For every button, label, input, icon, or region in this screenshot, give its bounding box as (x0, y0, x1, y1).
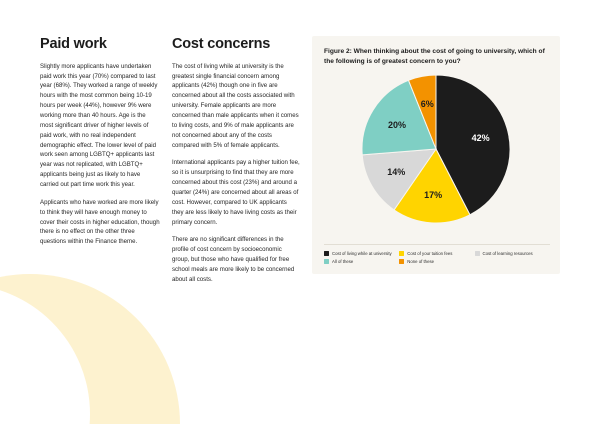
pie-chart-graphic (360, 73, 512, 225)
legend-label: Cost of living while at university (332, 250, 392, 256)
pie-svg (360, 73, 512, 225)
pie-slice-label: 6% (420, 99, 434, 110)
legend-swatch-icon (324, 259, 329, 264)
paragraph: There are no significant differences in the profile of cost concern by socioeconomic group, but those who have qualified for free school meals are more likely to be concerned about all costs. (172, 236, 295, 283)
pie-chart (312, 68, 560, 230)
paragraph: International applicants pay a higher tuition fee, so it is unsurprising to find that they are more concerned about this cost (23%) and around a quarter (24%) are concerned about all areas of cost. However, compared to UK applicants they are less likely to have living costs as their primary concern. (172, 159, 300, 226)
legend-swatch-icon (399, 251, 404, 256)
chart-legend (324, 244, 550, 264)
pie-slice-label: 20% (388, 119, 407, 130)
legend-label: None of these (407, 258, 435, 264)
legend-item (399, 251, 474, 256)
pie-slice-label: 42% (471, 133, 490, 144)
legend-item (324, 259, 399, 264)
pie-slice-label: 17% (424, 189, 443, 200)
section-heading-paid-work: Paid work (40, 36, 107, 52)
legend-swatch-icon (324, 251, 329, 256)
pie-slice-label: 14% (387, 167, 406, 178)
legend-item (399, 259, 474, 264)
column-paid-work (40, 36, 160, 255)
legend-swatch-icon (399, 259, 404, 264)
legend-item (324, 251, 399, 256)
paragraph: Applicants who have worked are more likely to think they will have enough money to cover their costs in higher education, though there is no effect on the other three questions within the Finance theme. (40, 198, 160, 246)
legend-item (475, 251, 550, 256)
legend-label: Cost of your tuition fees (407, 250, 453, 256)
legend-label: All of these (332, 258, 354, 264)
paragraph: The cost of living while at university is the greatest single financial concern among applicants (42%) though one in five are concerned about all the costs associated with university. Female applicants are more concerned than male applicants when it comes to living costs, and 9% of male applicants are not concerned about any of the costs compared with 5% of female applicants. (172, 62, 299, 149)
section-heading-cost-concerns: Cost concerns (172, 36, 271, 52)
legend-label: Cost of learning resources (482, 250, 533, 256)
column-cost-concerns (172, 36, 300, 293)
figure-panel (312, 36, 560, 274)
figure-title: Figure 2: When thinking about the cost of going to university, which of the following is of greatest concern to you? (324, 48, 545, 65)
paragraph: Slightly more applicants have undertaken paid work this year (70%) compared to last year (68%). They worked a range of weekly hours with the most common being 10-19 hours per week (44%), however 9% were working more than 40 hours. Age is the most significant driver of higher levels of paid work, with no real independent demographic effect. The lower level of paid work seen among LGBTQ+ applicants last year was not replicated, with LGBTQ+ applicants being just as likely to have carried out part time work this year. (40, 62, 158, 188)
legend-swatch-icon (475, 251, 480, 256)
